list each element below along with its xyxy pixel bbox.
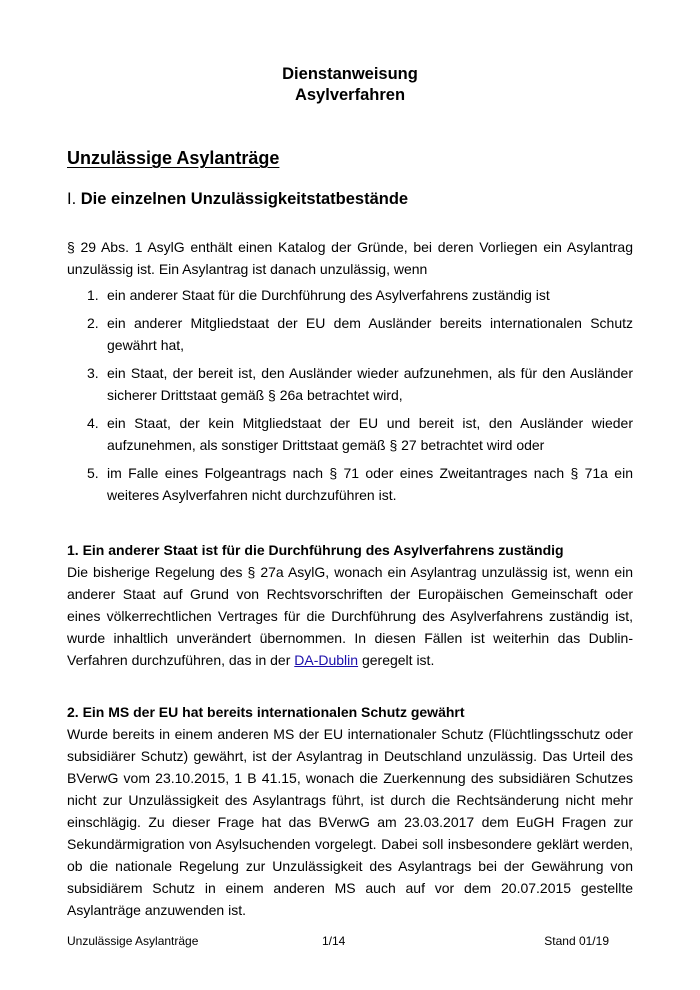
list-item-number: 2.	[87, 315, 99, 331]
list-item-text: ein anderer Staat für die Durchführung des Asylverfahrens zuständig ist	[107, 287, 550, 303]
header-line-2: Asylverfahren	[294, 86, 406, 104]
section-number: I.	[67, 190, 77, 208]
document-header	[0, 64, 700, 106]
subsection-1-body	[67, 561, 633, 671]
list-item	[67, 312, 633, 356]
list-item-number: 4.	[87, 415, 99, 431]
intro-paragraph: § 29 Abs. 1 AsylG enthält einen Katalog der Gründe, bei deren Vorliegen ein Asylantrag unzulässig ist. Ein Asylantrag ist danach unzulässig, wenn	[67, 239, 633, 277]
list-item-number: 5.	[87, 465, 99, 481]
footer-title: Unzulässige Asylanträge	[67, 934, 199, 948]
criteria-list	[67, 284, 633, 512]
list-item-number: 1.	[87, 287, 99, 303]
subsection-1-heading: 1. Ein anderer Staat ist für die Durchführung des Asylverfahrens zuständig	[67, 542, 564, 558]
subsection-2-heading: 2. Ein MS der EU hat bereits internationalen Schutz gewährt	[67, 704, 465, 720]
list-item-text: ein anderer Mitgliedstaat der EU dem Ausländer bereits internationalen Schutz gewährt hat,	[107, 315, 633, 353]
footer-status: Stand 01/19	[544, 934, 609, 948]
list-item	[67, 412, 633, 456]
list-item-text: ein Staat, der kein Mitgliedstaat der EU und bereit ist, den Ausländer wieder aufzunehmen, als sonstiger Drittstaat gemäß § 27 betrachtet wird oder	[107, 415, 633, 453]
section-title-text: Die einzelnen Unzulässigkeitstatbestände	[80, 190, 409, 208]
subsection-2-body: Wurde bereits in einem anderen MS der EU internationaler Schutz (Flüchtlingsschutz oder subsidiärer Schutz) gewährt, ist der Asylantrag in Deutschland unzulässig. Das Urteil des BVerwG vom 23.10.2015, 1 B 41.15, wonach die Zuerkennung des subsidiären Schutzes nicht zur Unzulässigkeit des Asylantrags führt, ist durch die Rechtsänderung nicht mehr einschlägig. Zu dieser Frage hat das BVerwG am 23.03.2017 dem EuGH Fragen zur Sekundärmigration von Asylsuchenden vorgelegt. Dabei soll insbesondere geklärt werden, ob die nationale Regelung zur Unzulässigkeit des Asylantrags bei der Gewährung von subsidiärem Schutz in einem anderen MS auch auf vor dem 20.07.2015 gestellte Asylanträge anzuwenden ist.	[67, 726, 633, 918]
list-item-number: 3.	[87, 365, 99, 381]
subsection-1	[67, 539, 633, 671]
list-item	[67, 284, 633, 306]
da-dublin-link[interactable]: DA-Dublin	[294, 652, 359, 668]
list-item-text: ein Staat, der bereit ist, den Ausländer wieder aufzunehmen, als für den Ausländer sicherer Drittstaat gemäß § 26a betrachtet wird,	[107, 365, 633, 403]
list-item	[67, 362, 633, 406]
header-line-1: Dienstanweisung	[282, 65, 418, 83]
subsection-2	[67, 701, 633, 921]
list-item	[67, 462, 633, 506]
main-title: Unzulässige Asylanträge	[67, 148, 280, 168]
subsection-1-text: Die bisherige Regelung des § 27a AsylG, wonach ein Asylantrag unzulässig ist, wenn ein anderer Staat auf Grund von Rechtsvorschriften der Europäischen Gemeinschaft oder eines völkerrechtlichen Vertrages für die Durchführung des Asylverfahrens zuständig ist, wurde inhaltlich unverändert übernommen. In diesen Fällen ist weiterhin das Dublin-Verfahren durchzuführen, das in der	[67, 564, 633, 668]
section-title	[67, 190, 408, 209]
list-item-text: im Falle eines Folgeantrags nach § 71 oder eines Zweitantrages nach § 71a ein weiteres Asylverfahren nicht durchzuführen ist.	[107, 465, 633, 503]
page-number: 1/14	[322, 934, 346, 948]
subsection-1-text-end: geregelt ist.	[358, 652, 435, 668]
